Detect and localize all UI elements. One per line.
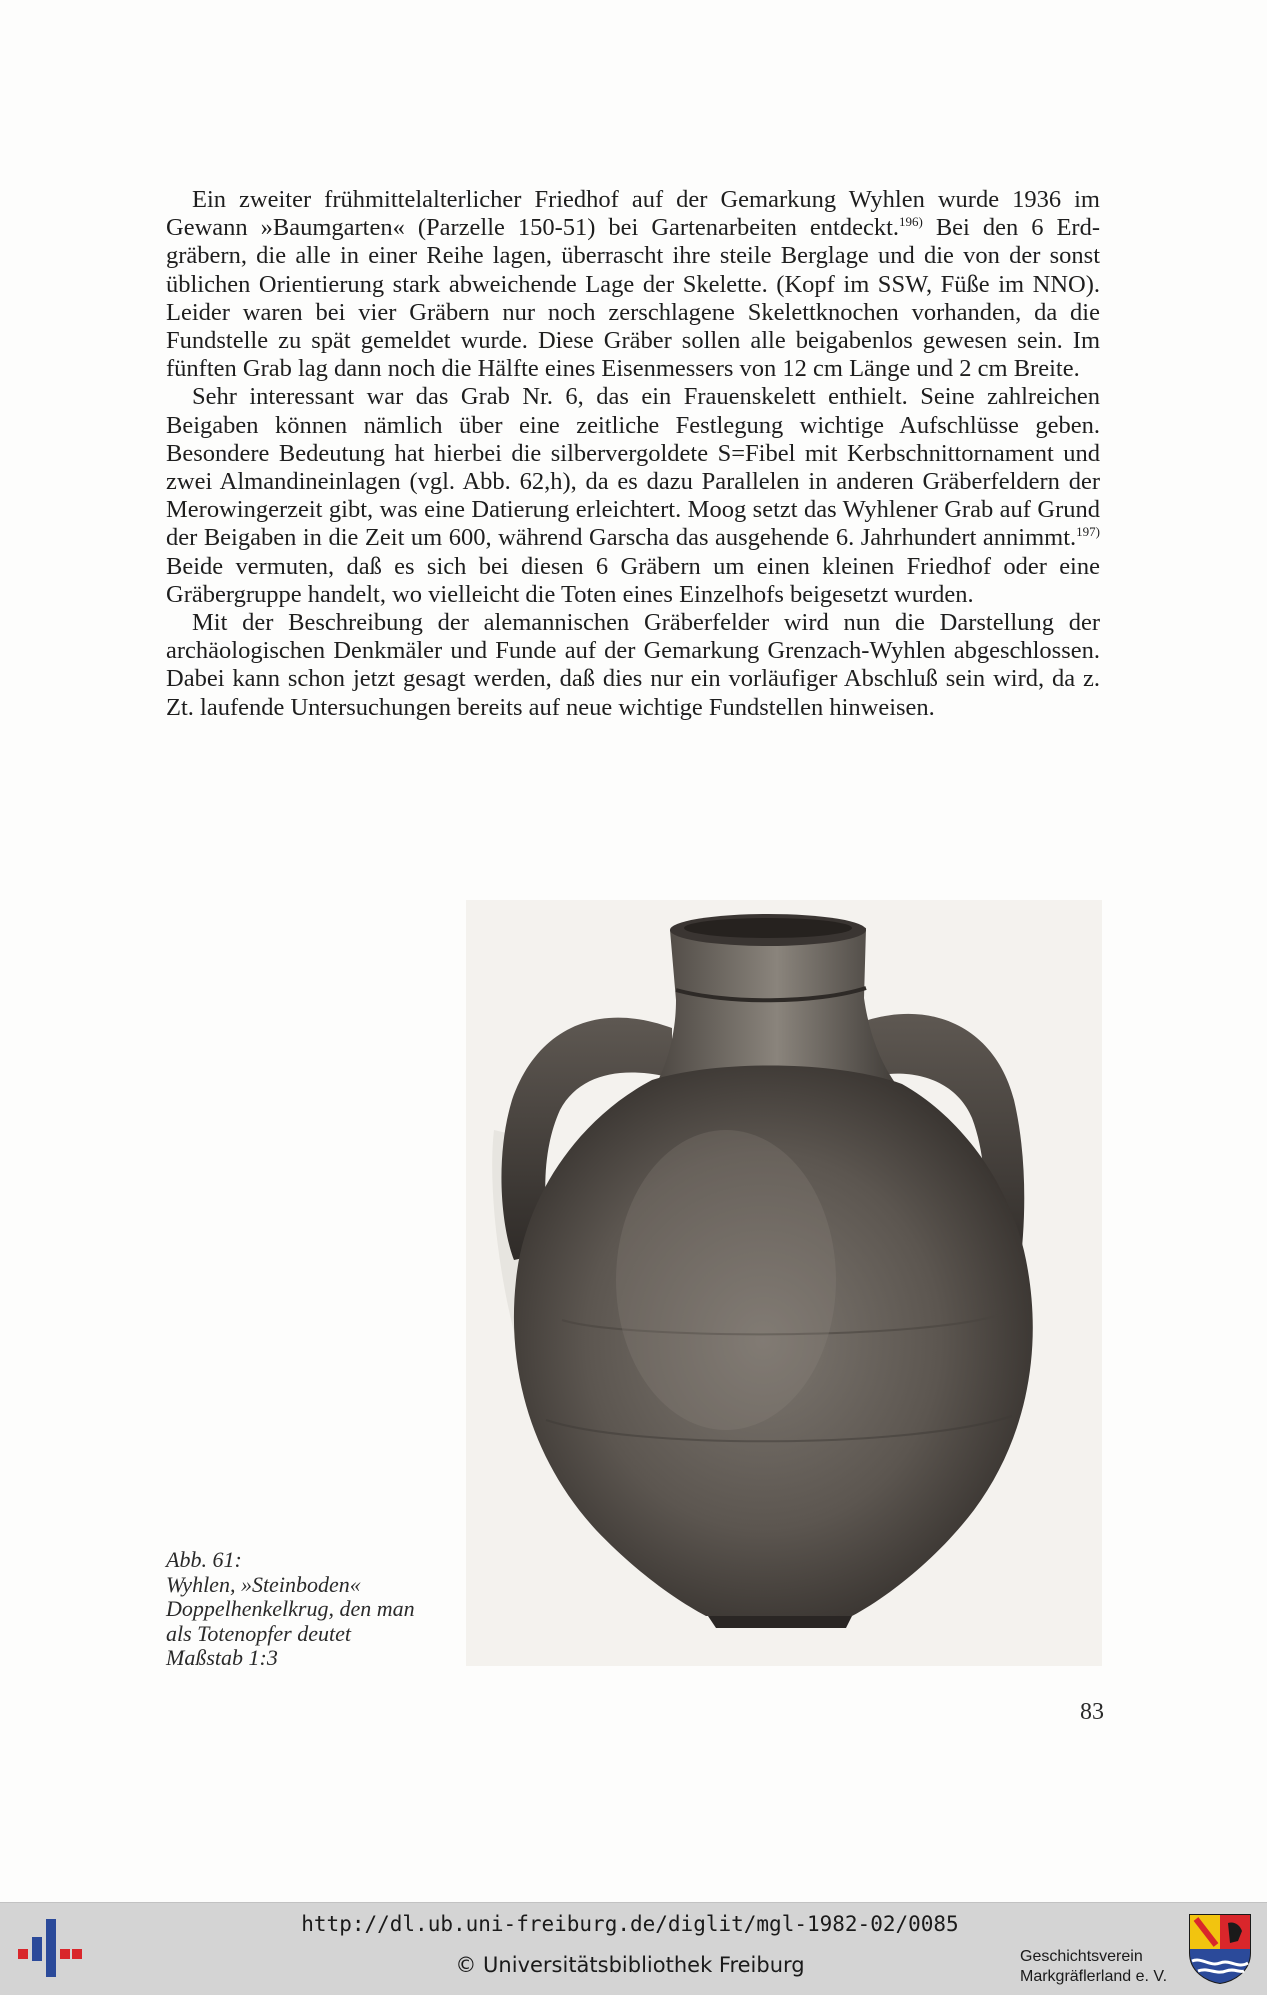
- footer-copyright: © Universitätsbibliothek Freiburg: [455, 1953, 805, 1977]
- society-name-line2: Markgräflerland e. V.: [1020, 1968, 1168, 1985]
- paragraph-2-text-cont: Beide vermuten, daß es sich bei diesen 6 Gräbern um einen kleinen Friedhof oder eine Gräbergruppe handelt, wo vielleicht die Toten eines Einzelhofs beigesetzt wurden.: [166, 552, 1100, 608]
- figure-caption: [166, 1548, 466, 1671]
- figure-jug-photo: [466, 900, 1102, 1666]
- ub-freiburg-logo-icon[interactable]: [18, 1915, 82, 1981]
- footnote-ref-196: 196): [899, 214, 923, 230]
- body-text: [166, 186, 1100, 722]
- society-name-line1: Geschichtsverein: [1020, 1948, 1143, 1965]
- paragraph-1: [166, 186, 1100, 383]
- footer-bar: [0, 1902, 1267, 1995]
- footer-url-link[interactable]: http://dl.ub.uni-freiburg.de/diglit/mgl-1982-02/0085: [301, 1912, 959, 1936]
- caption-description-cont: als Totenopfer deutet: [166, 1620, 351, 1646]
- caption-scale: Maßstab 1:3: [166, 1645, 278, 1671]
- markgraeflerland-crest-icon[interactable]: [1188, 1913, 1252, 1985]
- caption-description: Doppelhenkelkrug, den man: [166, 1596, 415, 1622]
- caption-location: Wyhlen, »Steinboden«: [166, 1571, 361, 1597]
- paragraph-2-text: Sehr interessant war das Grab Nr. 6, das ein Frauenskelett enthielt. Seine zahlreichen Beigaben können nämlich über eine zeitliche Festlegung wichtige Aufschlüsse geben. Besondere Bedeutung hat hierbei die silbervergoldete S=Fibel mit Kerbschnittornament und zwei Almandineinlagen (vgl. Abb. 62,h), da es dazu Parallelen in anderen Gräberfeldern der Merowingerzeit gibt, was eine Datierung erleichtert. Moog setzt das Wyhlener Grab auf Grund der Beigaben in die Zeit um 600, während Garscha das ausgehende 6. Jahrhundert annimmt.: [166, 383, 1100, 552]
- caption-figure-number: Abb. 61:: [166, 1547, 242, 1572]
- society-name: [1020, 1947, 1180, 1987]
- paragraph-1-text-cont: Bei den 6 Erdgräbern, die alle in einer Reihe lagen, überrascht ihre steile Berglage und die von der sonst üblichen Orientierung stark abweichende Lage der Skelette. (Kopf im SSW, Füße im NNO). Leider waren bei vier Gräbern nur noch zerschlagene Skelettknochen vorhanden, da die Fundstelle zu spät gemeldet wurde. Diese Gräber sollen alle beigabenlos gewesen sein. Im fünften Grab lag dann noch die Hälfte eines Eisenmessers von 12 cm Länge und 2 cm Breite.: [166, 214, 1100, 383]
- page-number: 83: [1080, 1699, 1104, 1725]
- footnote-ref-197: 197): [1076, 524, 1100, 540]
- paragraph-3: Mit der Beschreibung der alemannischen Gräberfelder wird nun die Darstellung der archäologischen Denkmäler und Funde auf der Gemarkung Grenzach-Wyhlen abgeschlossen. Dabei kann schon jetzt gesagt werden, daß dies nur ein vorläufiger Abschluß sein wird, da z. Zt. laufende Untersuchungen bereits auf neue wichtige Fundstellen hinweisen.: [166, 609, 1100, 721]
- paragraph-2: [166, 383, 1100, 609]
- paragraph-1-text: Ein zweiter frühmittelalterlicher Friedhof auf der Gemarkung Wyhlen wurde 1936 im Gewann »Baumgarten« (Parzelle 150-51) bei Gartenarbeiten entdeckt.: [166, 186, 1100, 242]
- jug-photo-illustration: [466, 900, 1102, 1666]
